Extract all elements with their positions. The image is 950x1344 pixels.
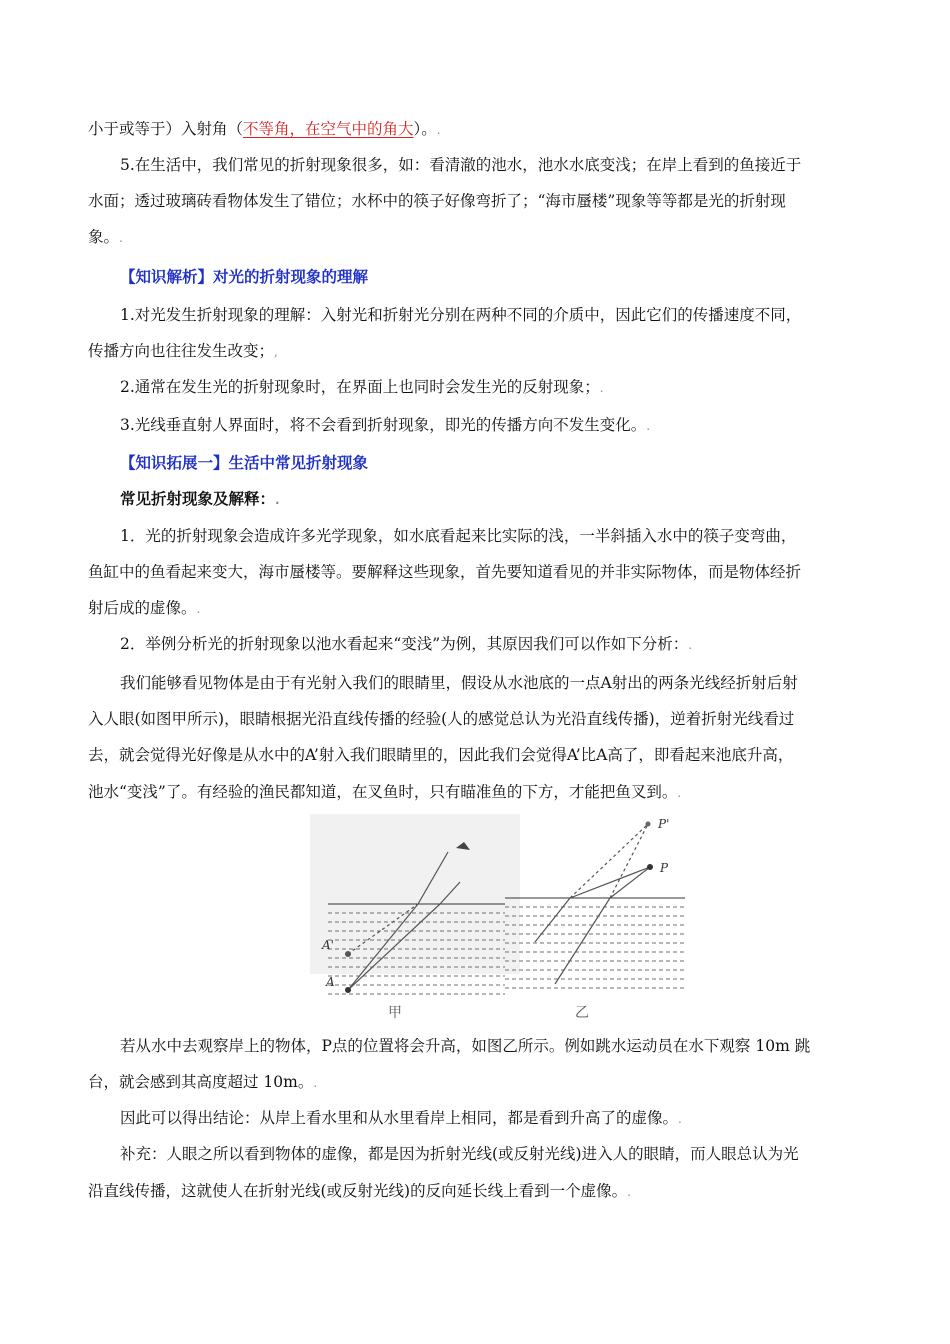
paragraph-line: 沿直线传播，这就使人在折射光线(或反射光线)的反向延长线上看到一个虚像。. xyxy=(88,1182,631,1200)
refraction-figure xyxy=(300,812,690,1027)
paragraph-line: 若从水中去观察岸上的物体，P点的位置将会升高，如图乙所示。例如跳水运动员在水下观察 10m 跳 xyxy=(120,1037,811,1055)
paragraph-line: 5.在生活中，我们常见的折射现象很多，如：看清澈的池水，池水水底变浅；在岸上看到的鱼接近于 xyxy=(120,156,802,174)
paragraph-line: 入人眼(如图甲所示)，眼睛根据光沿直线传播的经验(人的感觉总认为光沿直线传播)，逆着折射光线看过 xyxy=(88,710,795,728)
paragraph-line: 2.通常在发生光的折射现象时，在界面上也同时会发生光的反射现象；. xyxy=(120,378,604,396)
paragraph-line: 射后成的虚像。. xyxy=(88,599,201,617)
answer-text: 不等角，在空气中的角大 xyxy=(243,120,414,138)
point-p xyxy=(647,864,653,870)
paragraph-line: 台，就会感到其高度超过 10m。. xyxy=(88,1073,318,1091)
sub-heading: 常见折射现象及解释：. xyxy=(120,490,280,508)
paragraph-line: 1．光的折射现象会造成许多光学现象，如水底看起来比实际的浅，一半斜插入水中的筷子变弯曲， xyxy=(120,527,797,545)
paragraph-line: 2．举例分析光的折射现象以池水看起来“变浅”为例，其原因我们可以作如下分析：. xyxy=(120,635,693,653)
section-heading: 【知识拓展一】生活中常见折射现象 xyxy=(120,454,369,472)
section-heading: 【知识解析】对光的折射现象的理解 xyxy=(120,268,369,286)
label-a: A xyxy=(326,975,335,989)
paragraph-line: 因此可以得出结论：从岸上看水里和从水里看岸上相同，都是看到升高了的虚像。. xyxy=(120,1109,682,1127)
paragraph-line: 去，就会觉得光好像是从水中的A’射入我们眼睛里的，因此我们会觉得A’比A高了，即看起来池底升高， xyxy=(88,746,794,764)
caption-right: 乙 xyxy=(575,1005,589,1021)
paragraph-line: 水面；透过玻璃砖看物体发生了错位；水杯中的筷子好像弯折了；“海市蜃楼”现象等等都是光的折射现 xyxy=(88,192,786,210)
paragraph-line: 3.光线垂直射人界面时，将不会看到折射现象，即光的传播方向不发生变化。. xyxy=(120,416,651,434)
point-a xyxy=(345,987,351,993)
paragraph-line: 传播方向也往往发生改变；, xyxy=(88,342,278,360)
paragraph-line: 补充：人眼之所以看到物体的虚像，都是因为折射光线(或反射光线)进入人的眼睛，而人眼总认为光 xyxy=(120,1145,799,1163)
text-line: 小于或等于）入射角（不等角，在空气中的角大）。. xyxy=(88,120,441,138)
paragraph-line: 池水“变浅”了。有经验的渔民都知道，在叉鱼时，只有瞄准鱼的下方，才能把鱼叉到。. xyxy=(88,783,682,801)
label-a-prime: A' xyxy=(322,938,334,952)
label-p: P xyxy=(660,861,669,875)
point-p-prime xyxy=(646,822,651,827)
paragraph-line: 我们能够看见物体是由于有光射入我们的眼睛里，假设从水池底的一点A射出的两条光线经折射后射 xyxy=(120,674,798,692)
paragraph-line: 鱼缸中的鱼看起来变大，海市蜃楼等。要解释这些现象，首先要知道看见的并非实际物体，而是物体经折 xyxy=(88,563,802,581)
paragraph-line: 1.对光发生折射现象的理解：入射光和折射光分别在两种不同的介质中，因此它们的传播速度不同， xyxy=(120,306,802,324)
caption-left: 甲 xyxy=(388,1005,402,1021)
rays-right xyxy=(535,824,650,984)
paragraph-line: 象。. xyxy=(88,228,123,246)
point-a-prime xyxy=(345,951,351,957)
water-right xyxy=(505,898,685,988)
label-p-prime: P' xyxy=(658,817,670,831)
